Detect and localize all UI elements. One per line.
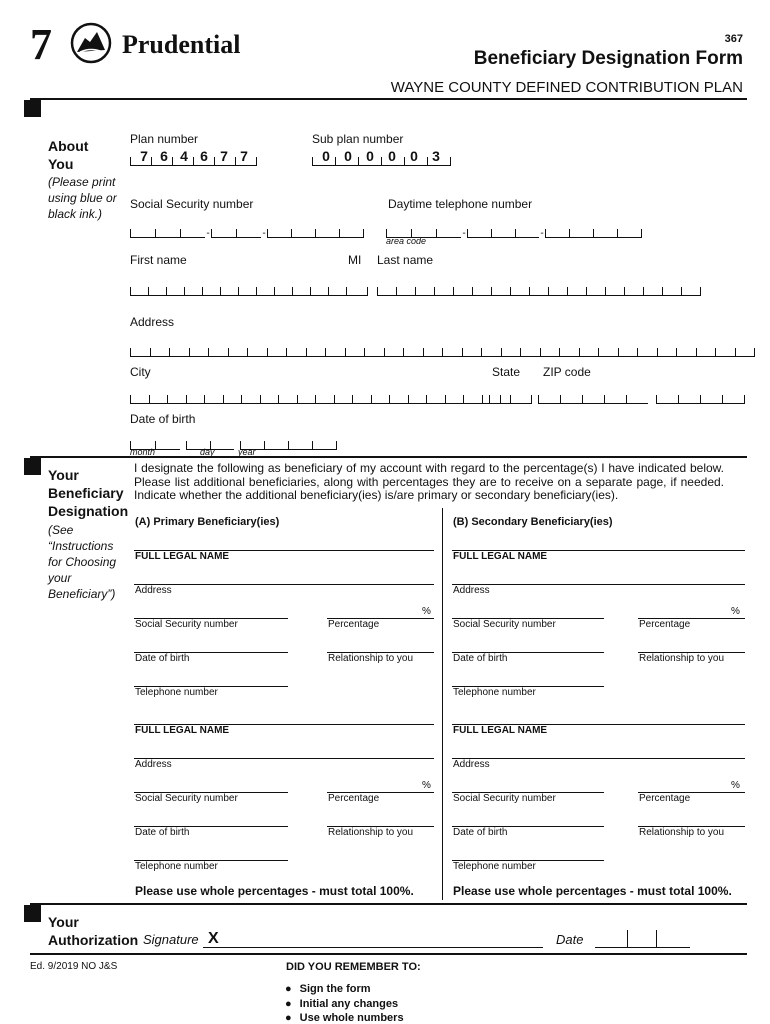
primary-1-telephone-label: Telephone number xyxy=(135,687,218,698)
secondary-2-percentage-label: Percentage xyxy=(639,793,691,804)
secondary-1-address-line[interactable] xyxy=(452,584,745,585)
date-line[interactable] xyxy=(595,947,690,948)
primary-1-percentage-label: Percentage xyxy=(328,619,380,630)
primary-1-address-label: Address xyxy=(135,585,172,596)
reminder-title: DID YOU REMEMBER TO: xyxy=(286,961,421,973)
secondary-1-telephone-label: Telephone number xyxy=(453,687,536,698)
primary-2-name-label: FULL LEGAL NAME xyxy=(135,725,230,736)
primary-2-percent-sign: % xyxy=(422,780,431,791)
designation-intro: I designate the following as beneficiary of my account with regard to the percentage(s) I have indicated below. Please list additional beneficiaries, along with percentages they are to receive on a separate page, if needed. Indicate whether the additional beneficiary(ies) is/are primary or secondary beneficiary(ies). xyxy=(134,461,724,502)
last-name-field[interactable] xyxy=(377,282,701,296)
prudential-rock-logo-icon xyxy=(70,22,112,64)
address-field[interactable] xyxy=(130,343,755,357)
primary-2-address-label: Address xyxy=(135,759,172,770)
primary-2-telephone-label: Telephone number xyxy=(135,861,218,872)
brand-name: Prudential xyxy=(122,30,241,59)
secondary-1-relationship-label: Relationship to you xyxy=(639,653,725,664)
date-divider-2 xyxy=(656,930,657,947)
primary-2-ssn-label: Social Security number xyxy=(135,793,238,804)
secondary-2-ssn-label: Social Security number xyxy=(453,793,556,804)
secondary-1-name-label: FULL LEGAL NAME xyxy=(453,551,548,562)
mi-field[interactable] xyxy=(346,282,368,296)
date-label: Date xyxy=(556,932,584,947)
mi-label: MI xyxy=(348,253,362,267)
primary-2-relationship-label: Relationship to you xyxy=(328,827,414,838)
form-number: 367 xyxy=(724,33,743,45)
reminder-item: ● Initial any changes xyxy=(285,998,398,1010)
zip-label: ZIP code xyxy=(543,365,591,379)
dob-day-label: day xyxy=(200,447,215,457)
section-number: 7 xyxy=(30,20,52,69)
sub-plan-label: Sub plan number xyxy=(312,132,404,146)
plan-number-digits: 7 6 4 6 7 7 xyxy=(140,148,248,164)
primary-1-address-line[interactable] xyxy=(134,584,434,585)
secondary-1-percentage-label: Percentage xyxy=(639,619,691,630)
secondary-2-dob-label: Date of birth xyxy=(453,827,508,838)
reminder-item: ● Sign the form xyxy=(285,983,371,995)
primary-1-name-label: FULL LEGAL NAME xyxy=(135,551,230,562)
dob-label: Date of birth xyxy=(130,412,196,426)
primary-1-dob-label: Date of birth xyxy=(135,653,190,664)
footer-rule xyxy=(30,953,747,955)
signature-line[interactable] xyxy=(203,947,543,948)
city-label: City xyxy=(130,365,151,379)
secondary-1-percent-sign: % xyxy=(731,606,740,617)
section-marker-about xyxy=(24,100,41,117)
secondary-2-name-label: FULL LEGAL NAME xyxy=(453,725,548,736)
address-label: Address xyxy=(130,315,175,329)
secondary-2-address-line[interactable] xyxy=(452,758,745,759)
form-title: Beneficiary Designation Form xyxy=(473,48,743,69)
zip-field[interactable] xyxy=(538,390,745,404)
primary-2-dob-label: Date of birth xyxy=(135,827,190,838)
dob-month-label: month xyxy=(130,447,156,457)
authorization-heading: Your Authorization xyxy=(48,914,139,948)
secondary-whole-pct-note: Please use whole percentages - must total 100%. xyxy=(453,884,732,898)
primary-heading: (A) Primary Beneficiary(ies) xyxy=(135,516,280,528)
secondary-1-ssn-label: Social Security number xyxy=(453,619,556,630)
primary-1-relationship-label: Relationship to you xyxy=(328,653,414,664)
ssn-label: Social Security number xyxy=(130,197,254,211)
section-marker-authorization xyxy=(24,905,41,922)
state-label: State xyxy=(492,365,521,379)
plan-name: WAYNE COUNTY DEFINED CONTRIBUTION PLAN xyxy=(390,79,743,96)
secondary-2-percent-sign: % xyxy=(731,780,740,791)
first-name-label: First name xyxy=(130,253,187,267)
primary-1-ssn-label: Social Security number xyxy=(135,619,238,630)
secondary-2-relationship-label: Relationship to you xyxy=(639,827,725,838)
dob-field[interactable] xyxy=(130,436,337,450)
column-divider xyxy=(442,508,443,900)
primary-2-address-line[interactable] xyxy=(134,758,434,759)
secondary-2-address-label: Address xyxy=(453,759,490,770)
plan-number-label: Plan number xyxy=(130,132,199,146)
about-heading: About You xyxy=(48,138,89,172)
primary-2-percentage-label: Percentage xyxy=(328,793,380,804)
edition-label: Ed. 9/2019 NO J&S xyxy=(30,961,118,972)
dob-year-label: year xyxy=(238,447,256,457)
signature-label: Signature xyxy=(143,932,199,947)
first-name-field[interactable] xyxy=(130,282,347,296)
state-field[interactable] xyxy=(489,390,532,404)
secondary-1-address-label: Address xyxy=(453,585,490,596)
ssn-field[interactable]: - - xyxy=(130,224,364,238)
sub-plan-digits: 0 0 0 0 0 3 xyxy=(322,148,440,164)
designation-note: (See “Instructions for Choosing your Beneficiary”) xyxy=(48,523,117,601)
date-divider-1 xyxy=(627,930,628,947)
authorization-rule xyxy=(30,903,747,905)
about-note: (Please print using blue or black ink.) xyxy=(48,175,117,221)
signature-mark: X xyxy=(208,930,219,947)
last-name-label: Last name xyxy=(377,253,434,267)
secondary-heading: (B) Secondary Beneficiary(ies) xyxy=(453,516,613,528)
primary-whole-pct-note: Please use whole percentages - must total 100%. xyxy=(135,884,414,898)
area-code-label: area code xyxy=(386,236,427,246)
designation-rule xyxy=(30,456,747,458)
reminder-item: ● Use whole numbers xyxy=(285,1012,404,1024)
phone-label: Daytime telephone number xyxy=(388,197,533,211)
secondary-2-telephone-label: Telephone number xyxy=(453,861,536,872)
secondary-1-dob-label: Date of birth xyxy=(453,653,508,664)
section-marker-designation xyxy=(24,458,41,475)
designation-heading: Your Beneficiary Designation xyxy=(48,467,129,519)
primary-1-percent-sign: % xyxy=(422,606,431,617)
city-field[interactable] xyxy=(130,390,501,404)
phone-field[interactable]: - - xyxy=(386,224,642,238)
header-rule xyxy=(30,98,747,100)
